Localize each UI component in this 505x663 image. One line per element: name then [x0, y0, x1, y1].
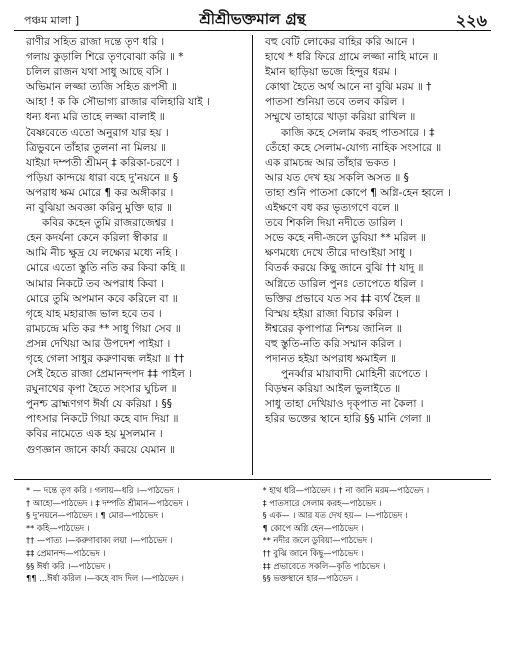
footnote-line: ¶ কোপে অগ্নি হেন—পাঠভেদ । [262, 522, 364, 533]
verse-line: বৈষ্ণবেতে এতো অনুরাগ যার হয় । [26, 126, 169, 139]
verse-line: আহা ! ক কি সৌভাগ্য রাজার বলিহারি যাই । [26, 96, 210, 109]
right-footnotes [253, 484, 492, 654]
verse-line: পদানত হইয়া অপরাধ ক্ষমাইল ॥ [265, 352, 396, 365]
verse-columns [14, 35, 491, 475]
footnote-line: ** নদীর জলে ডুবিয়া—পাঠভেদ । [262, 535, 373, 546]
verse-line: হাথে * ধরি ফিরে গ্রামে লজ্জা নাহি মানে ॥ [265, 51, 438, 64]
footnote-line: §§ ভক্তস্থানে হার—পাঠভেদ । [262, 573, 359, 584]
verse-line: বিস্ময় হইয়া রাজা বিচার করিল । [265, 307, 399, 320]
verse-line: কবির কহেন তুমি রাজরাজেশ্বর । [42, 217, 174, 230]
footnote-line: § দু'নয়নে—পাঠভেদ । ¶ মোর—পাঠভেদ । [26, 510, 164, 521]
verse-line: তাহা শুনি পাতসা কোপে ¶ অগ্নি-হেন হ্বলে । [265, 186, 451, 199]
section-label: পঞ্চম মালা ] [24, 14, 80, 27]
verse-line: গৃহে যাহ মহারাজ ভাল হবে তব । [26, 307, 162, 320]
verse-line: এইক্ষণে বধ কর ভৃত্যগণে বলে ॥ [265, 202, 400, 215]
verse-line: অভিমান লজ্জা ত্যজি সহিত রূপসী ॥ [26, 81, 177, 94]
footnote-line: †† —পাত্য ।—করুণাবাক্য লয়া ।—পাঠভেদ । [26, 535, 173, 546]
verse-line: এক রামচন্দ্র আর তাঁহার ভকত । [265, 156, 396, 169]
footnote-line: ‡‡ প্রভাবেতে সকলি—কৃতি পাঠভেদ । [262, 560, 386, 571]
verse-line: বিতর্ক করয়ে কিছু জানে বুঝি †† যাদু ॥ [265, 262, 424, 275]
verse-line: হেন কদর্যনা কেনে করিলা স্বীকার ॥ [26, 232, 168, 245]
footnote-line: ** কহি—পাঠভেদ । [26, 522, 90, 533]
footnote-line: §§ ঈর্ষা করি ।—পাঠভেদ । [26, 560, 111, 571]
verse-line: হরির ভক্তের স্থানে হারি §§ মানি গেলা ॥ [265, 413, 431, 426]
footnote-line: * হাথ ধরি—পাঠভেদ । † না জানি মরম—পাঠভেদ । [262, 485, 430, 495]
footnote-line: ‡ পাতসারে সেলাম করহ—পাঠভেদ । [262, 497, 382, 508]
verse-line: সভে কহে নদী-জলে ডুবিয়া ** মরিল ॥ [265, 232, 426, 245]
verse-line: গৃহে গেলা সাধুর করুণাবন্ধ লইয়া ॥ †† [26, 352, 185, 365]
verse-line: তেঁহো কহে সেলাম-যোগ্য নাহিক সংসারে ॥ [265, 141, 442, 154]
verse-line: মোরে এতো স্তুতি নতি কর কিবা কহি ॥ [26, 262, 186, 275]
verse-line: বহু বেটি লোকের বাহির করি আনে । [265, 36, 415, 48]
column-divider [252, 35, 253, 475]
verse-line: ত্রিভুবনে তাঁহার তুলনা না মিলয় ॥ [26, 141, 166, 154]
verse-line: চলিল রাজন যথা সাধু আছে বসি । [26, 66, 169, 79]
footnote-line: †† বুঝি জানে কিছু—পাঠভেদ । [262, 547, 364, 558]
verse-line: কবির নামেতে এক হয় মুসলমান । [26, 428, 163, 441]
verse-line: অপরাধ ক্ষম মোরে ¶ কর অঙ্গীকার । [26, 186, 174, 199]
left-verse-column [14, 35, 250, 475]
verse-line: পাতসা শুনিয়া তবে তলব করিল । [265, 96, 405, 109]
verse-line: আমার নিকটে তব অপরাধ কিবা । [26, 277, 164, 290]
verse-line: অগ্নিতে ডারিল পুনঃ তোপেতে ধরিল । [265, 277, 424, 290]
verse-line: পাৎসার নিকটে গিয়া কহে বাদ দিয়া ॥ [26, 413, 179, 426]
verse-line: বহু স্তুতি-নতি করি সম্মান করিল । [265, 337, 402, 350]
verse-line: পড়িয়া কান্দয়ে ধারা বহে দু'নয়নে ॥ § [26, 171, 178, 184]
verse-line: যাইয়া দম্পতী শ্রীমন্ ‡ করিকা-চরণে । [26, 156, 180, 169]
page-number: ২২৬ [455, 11, 487, 30]
verse-line: তবে শিকলি দিয়া নদীতে ডারিল । [265, 217, 403, 230]
verse-line: ভক্তির প্রভাবে যত সব ‡‡ ব্যর্থ হৈল ॥ [265, 292, 421, 305]
verse-line: বিড়ম্বন করিয়া আইল ভুলাইতে ॥ [265, 383, 401, 396]
footnote-line: § এক— । আর যত দেখ হয়— ।—পাঠভেদ । [262, 510, 408, 521]
verse-line: রঘুনাথের কৃপা হৈতে সংসার ঘুচিল ॥ [26, 383, 177, 396]
left-footnotes [14, 484, 253, 654]
verse-line: মোরে তুমি অপমান কবে করিলে বা ॥ [26, 292, 178, 305]
verse-line: সেই হৈতে রাজা প্রেমানন্দপদ ‡‡ পাইল । [26, 368, 192, 381]
verse-line: গুণজ্ঞান জানে কার্য্য করয়ে যেমান ॥ [26, 443, 176, 456]
verse-line: কোথা হৈতে অর্থ আনে না বুঝি মরম ॥ † [265, 81, 432, 94]
verse-line: রাণীর সহিত রাজা দন্তে তৃণ ধরি । [26, 36, 165, 48]
verse-line: আমি নীচ ক্ষুদ্র যে লক্ষ্যের মধ্যে নহি । [26, 247, 179, 260]
footnotes [14, 479, 491, 654]
verse-line: ঈশ্বরের কৃপাপাত্র নিশ্চয় জানিল ॥ [265, 322, 402, 335]
verse-line: গলায় কুড়ালি শিরে তৃণবোঝা করি ॥ * [26, 51, 184, 64]
verse-line: ইমান ছাড়িয়া ভজে হিন্দুর ধরম । [265, 66, 397, 79]
footnote-line: ‡‡ প্রেমানন্দ—পাঠভেদ । [26, 547, 106, 558]
footnote-line: † আহো—পাঠভেদ । ‡ দম্পতি শ্রীমান—পাঠভেদ । [26, 497, 189, 508]
right-verse-column [255, 35, 491, 475]
verse-line: ক্ষণমধ্যে দেখে তীরে দাণ্ডাইয়া সাধু । [265, 247, 413, 260]
footnote-line: ¶¶ ...ঈর্ষা করিল ।—কহে বাদ দিল ।—পাঠভেদ । [26, 573, 184, 584]
verse-line: কাজি কহে সেলাম করহ পাতসারে । ‡ [281, 126, 435, 139]
footnote-line: * — দন্তে তৃণ করি । গলায়—ধরি ।—পাঠভেদ । [26, 485, 180, 495]
verse-line: সম্মুখে তাহারে খাড়া করিয়া রাখিল ॥ [265, 111, 416, 124]
verse-line: পুনর্ব্বার মায়াবাদী মোহিনী রূপেতে । [281, 368, 428, 381]
verse-line: ধন্য ধন্য মরি তাহে লজ্জা বালাই ॥ [26, 111, 165, 124]
page-header [14, 8, 491, 31]
verse-line: না বুঝিয়া অবজ্ঞা করিনু মুক্তি ছার ॥ [26, 202, 172, 215]
book-title: শ্রীশ্রীভক্তমাল গ্রন্থ [199, 10, 306, 28]
verse-line: প্রসন্ন দেখিয়া আর উপদেশ পাইয়া । [26, 337, 171, 350]
verse-line: রামচন্দ্রে মতি কর ** সাধু গিয়া সেব ॥ [26, 322, 181, 335]
verse-line: আর যত দেখ হয় সকলি অসত ॥ § [265, 171, 409, 184]
verse-line: সাধু তাহা দেখিয়াও দৃক্পাত না কৈলা । [265, 398, 424, 411]
verse-line: পুনশ্চ ব্রাহ্মণগণ ঈর্ষা যে করিয়া । §§ [26, 398, 172, 411]
